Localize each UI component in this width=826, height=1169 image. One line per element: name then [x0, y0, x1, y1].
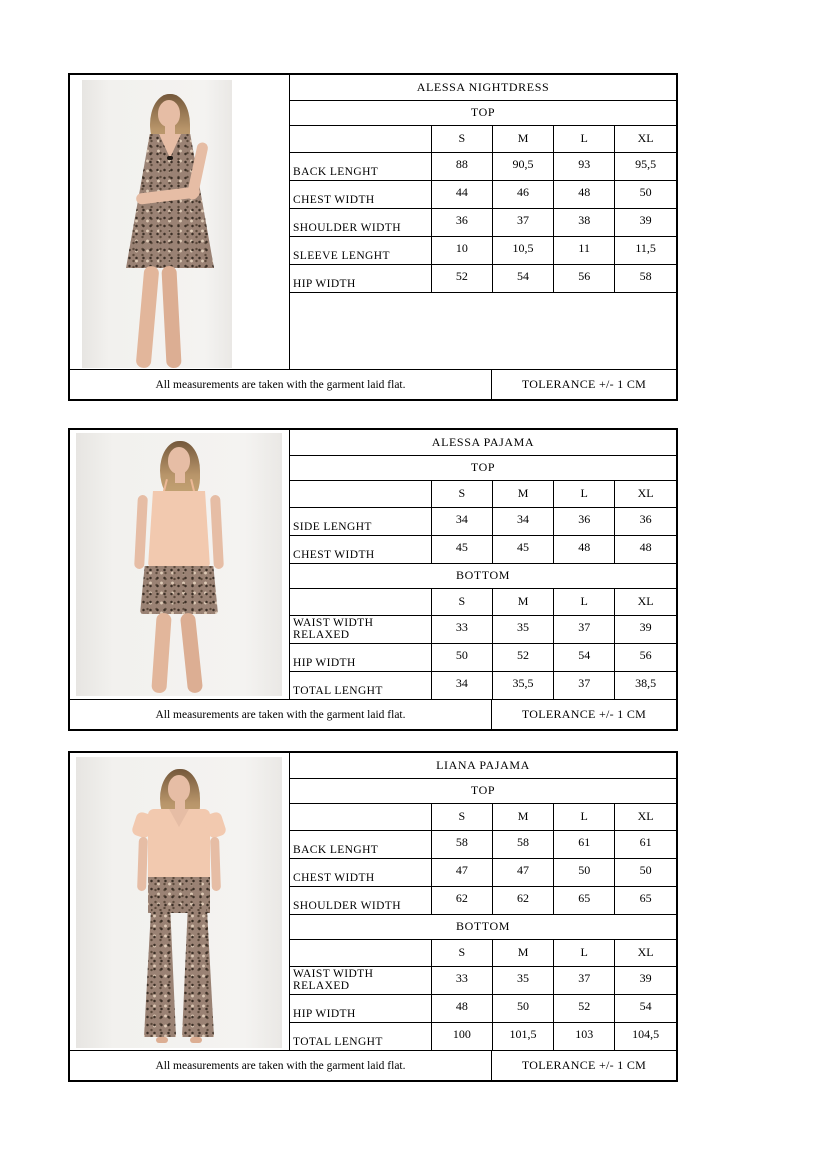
measure-label: WAIST WIDTH RELAXED	[290, 615, 431, 643]
measure-value: 48	[431, 994, 492, 1022]
measure-value: 61	[554, 830, 615, 858]
measure-value: 47	[431, 858, 492, 886]
empty-corner-cell	[290, 939, 431, 966]
measure-value: 38,5	[615, 671, 676, 699]
measure-value: 46	[492, 180, 553, 208]
measure-label: CHEST WIDTH	[290, 858, 431, 886]
table-title: LIANA PAJAMA	[290, 753, 676, 778]
measurement-note: All measurements are taken with the garment laid flat.	[70, 700, 492, 729]
measurement-table-area	[290, 75, 676, 369]
measure-value: 34	[492, 507, 553, 535]
measure-value: 50	[615, 180, 676, 208]
model-face	[158, 100, 180, 127]
measure-label: SLEEVE LENGHT	[290, 236, 431, 264]
size-table	[290, 430, 676, 700]
measure-label: HIP WIDTH	[290, 994, 431, 1022]
model-arm	[210, 837, 221, 891]
table-row	[290, 643, 676, 671]
measurement-note: All measurements are taken with the garment laid flat.	[70, 370, 492, 399]
model-foot	[190, 1037, 202, 1043]
cami-top-garment	[148, 491, 210, 567]
measure-value: 37	[554, 671, 615, 699]
measure-value: 100	[431, 1022, 492, 1050]
measure-value: 10	[431, 236, 492, 264]
measure-value: 11	[554, 236, 615, 264]
measure-value: 104,5	[615, 1022, 676, 1050]
table-title: ALESSA NIGHTDRESS	[290, 75, 676, 100]
pants-leg	[144, 909, 176, 1037]
measure-value: 34	[431, 507, 492, 535]
measure-value: 38	[554, 208, 615, 236]
size-header: XL	[615, 588, 676, 615]
measure-value: 45	[431, 535, 492, 563]
size-header: S	[431, 125, 492, 152]
measure-value: 39	[615, 208, 676, 236]
measure-value: 56	[554, 264, 615, 292]
measure-value: 58	[492, 830, 553, 858]
measure-label: TOTAL LENGHT	[290, 1022, 431, 1050]
measurement-table-area	[290, 753, 676, 1050]
measure-value: 37	[554, 966, 615, 994]
measure-label: SHOULDER WIDTH	[290, 208, 431, 236]
measure-value: 58	[615, 264, 676, 292]
table-row	[290, 994, 676, 1022]
size-table	[290, 753, 676, 1051]
size-header: XL	[615, 125, 676, 152]
size-header: M	[492, 125, 553, 152]
measure-value: 93	[554, 152, 615, 180]
table-row	[290, 264, 676, 292]
measure-label: CHEST WIDTH	[290, 535, 431, 563]
measure-label: SIDE LENGHT	[290, 507, 431, 535]
size-table	[290, 75, 676, 293]
model-arm	[210, 495, 224, 569]
section-header: TOP	[290, 778, 676, 803]
measure-value: 54	[554, 643, 615, 671]
table-title: ALESSA PAJAMA	[290, 430, 676, 455]
empty-corner-cell	[290, 803, 431, 830]
tolerance-note: TOLERANCE +/- 1 CM	[521, 707, 647, 721]
section-header: TOP	[290, 100, 676, 125]
model-photo-cami-shorts	[76, 433, 282, 696]
measure-value: 35	[492, 966, 553, 994]
size-header: M	[492, 803, 553, 830]
section-header: BOTTOM	[290, 914, 676, 939]
measure-label: CHEST WIDTH	[290, 180, 431, 208]
measure-value: 44	[431, 180, 492, 208]
measure-value: 65	[554, 886, 615, 914]
table-row	[290, 208, 676, 236]
model-arm	[134, 495, 148, 569]
measure-value: 88	[431, 152, 492, 180]
model-leg	[136, 266, 160, 368]
table-row	[290, 615, 676, 643]
product-photo-cell	[70, 430, 290, 699]
measure-value: 48	[554, 535, 615, 563]
measure-value: 90,5	[492, 152, 553, 180]
bow-detail	[167, 156, 173, 160]
measure-value: 103	[554, 1022, 615, 1050]
table-row	[290, 966, 676, 994]
model-face	[168, 775, 190, 802]
measure-value: 52	[554, 994, 615, 1022]
model-leg	[151, 613, 172, 694]
table-row	[290, 858, 676, 886]
size-header: S	[431, 588, 492, 615]
product-photo-cell	[70, 753, 290, 1050]
size-header: S	[431, 939, 492, 966]
size-header: S	[431, 480, 492, 507]
measure-label: HIP WIDTH	[290, 264, 431, 292]
empty-corner-cell	[290, 125, 431, 152]
tolerance-note: TOLERANCE +/- 1 CM	[521, 1058, 647, 1072]
size-header: L	[554, 588, 615, 615]
model-face	[168, 447, 190, 474]
measure-value: 33	[431, 966, 492, 994]
table-row	[290, 886, 676, 914]
empty-corner-cell	[290, 480, 431, 507]
measure-value: 33	[431, 615, 492, 643]
measure-value: 35,5	[492, 671, 553, 699]
measure-value: 36	[554, 507, 615, 535]
measure-label: BACK LENGHT	[290, 152, 431, 180]
measure-value: 62	[431, 886, 492, 914]
measure-value: 48	[554, 180, 615, 208]
size-header: M	[492, 939, 553, 966]
measure-value: 35	[492, 615, 553, 643]
measure-value: 61	[615, 830, 676, 858]
measure-value: 54	[492, 264, 553, 292]
measure-label: HIP WIDTH	[290, 643, 431, 671]
pants-leg	[182, 909, 214, 1037]
size-header: XL	[615, 803, 676, 830]
measure-label: BACK LENGHT	[290, 830, 431, 858]
size-header: M	[492, 588, 553, 615]
size-header: L	[554, 125, 615, 152]
measure-label: SHOULDER WIDTH	[290, 886, 431, 914]
model-photo-nightdress	[82, 80, 232, 368]
size-header: L	[554, 939, 615, 966]
measure-value: 62	[492, 886, 553, 914]
measure-value: 10,5	[492, 236, 553, 264]
measure-value: 52	[431, 264, 492, 292]
measure-value: 47	[492, 858, 553, 886]
table-row	[290, 671, 676, 699]
measurement-note: All measurements are taken with the garment laid flat.	[70, 1051, 492, 1080]
table-row	[290, 152, 676, 180]
measure-label: TOTAL LENGHT	[290, 671, 431, 699]
measure-value: 45	[492, 535, 553, 563]
size-chart-block-alessa-nightdress	[68, 73, 678, 401]
measure-value: 37	[492, 208, 553, 236]
shorts-garment	[140, 566, 218, 614]
table-row	[290, 180, 676, 208]
product-photo-cell	[70, 75, 290, 369]
size-header: XL	[615, 480, 676, 507]
measure-value: 39	[615, 615, 676, 643]
model-leg	[180, 612, 203, 693]
measure-value: 54	[615, 994, 676, 1022]
section-header: TOP	[290, 455, 676, 480]
empty-corner-cell	[290, 588, 431, 615]
measure-value: 48	[615, 535, 676, 563]
measure-value: 34	[431, 671, 492, 699]
table-row	[290, 507, 676, 535]
section-header: BOTTOM	[290, 563, 676, 588]
table-row	[290, 535, 676, 563]
model-foot	[156, 1037, 168, 1043]
measure-value: 52	[492, 643, 553, 671]
measure-value: 39	[615, 966, 676, 994]
size-header: L	[554, 480, 615, 507]
measure-value: 50	[615, 858, 676, 886]
size-chart-block-alessa-pajama	[68, 428, 678, 731]
footer-strip	[70, 369, 676, 399]
tolerance-note: TOLERANCE +/- 1 CM	[521, 377, 647, 391]
size-chart-block-liana-pajama	[68, 751, 678, 1082]
model-neck	[175, 472, 185, 483]
measure-value: 36	[431, 208, 492, 236]
measure-label: WAIST WIDTH RELAXED	[290, 966, 431, 994]
measure-value: 50	[492, 994, 553, 1022]
footer-strip	[70, 1050, 676, 1080]
measure-value: 11,5	[615, 236, 676, 264]
measurement-table-area	[290, 430, 676, 699]
measure-value: 36	[615, 507, 676, 535]
model-leg	[161, 266, 181, 368]
measure-value: 37	[554, 615, 615, 643]
measure-value: 58	[431, 830, 492, 858]
measure-value: 101,5	[492, 1022, 553, 1050]
size-header: L	[554, 803, 615, 830]
measure-value: 56	[615, 643, 676, 671]
table-row	[290, 830, 676, 858]
measure-value: 95,5	[615, 152, 676, 180]
table-row	[290, 1022, 676, 1050]
measure-value: 50	[554, 858, 615, 886]
footer-strip	[70, 699, 676, 729]
model-arm	[137, 837, 148, 891]
measure-value: 50	[431, 643, 492, 671]
table-row	[290, 236, 676, 264]
measure-value: 65	[615, 886, 676, 914]
size-header: S	[431, 803, 492, 830]
model-photo-tee-pants	[76, 757, 282, 1048]
size-header: XL	[615, 939, 676, 966]
pants-hip	[148, 877, 210, 913]
size-header: M	[492, 480, 553, 507]
